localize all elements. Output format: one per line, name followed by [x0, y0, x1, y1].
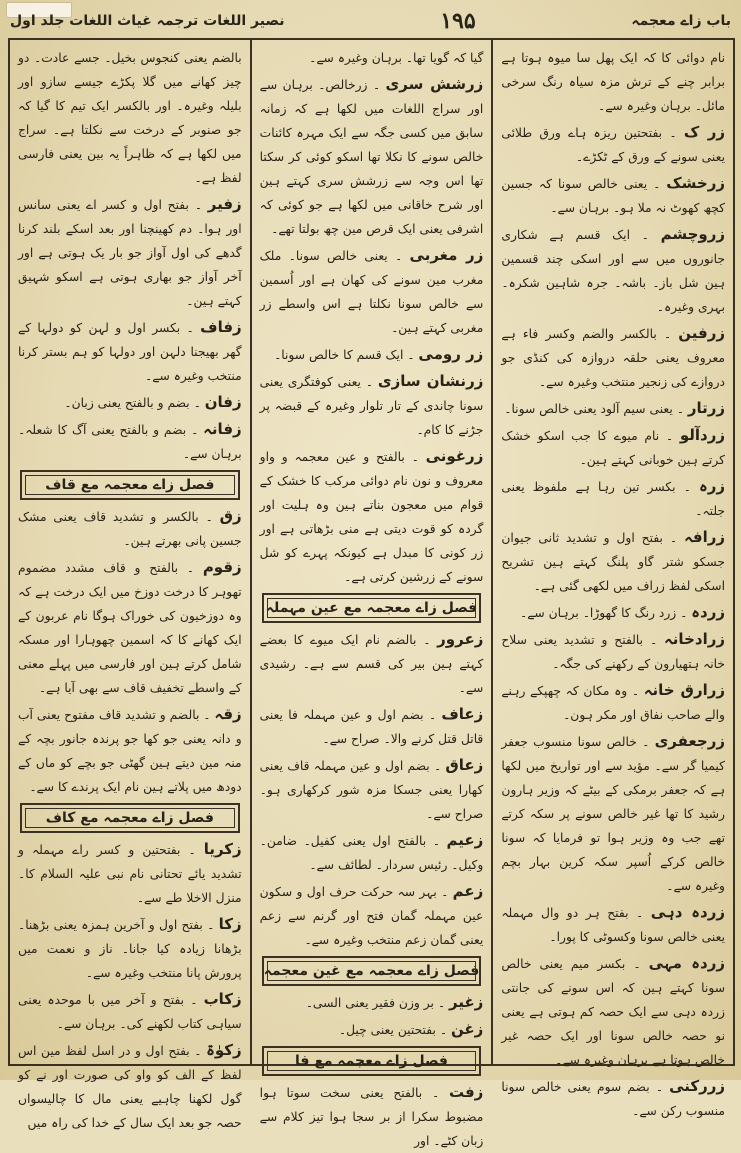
- dictionary-entry: زفانہ ۔ بضم و بالفتح یعنی آگ کا شعلہ۔ برہان سے۔: [17, 420, 242, 461]
- entry-headword: زفاف: [200, 318, 242, 336]
- entry-headword: زر مغربی: [409, 246, 484, 264]
- dictionary-columns: [10, 40, 733, 1148]
- dictionary-entry: زرنشان سازی ۔ یعنی کوفتگری یعنی سونا چاندی کے تار تلوار وغیرہ کے قبضہ پر جڑنے کا کام۔: [259, 372, 484, 437]
- entry-headword: زعم: [452, 882, 484, 900]
- entry-definition: بفتح و آخر میں با موحدہ یعنی سیاہی کتاب لکھنے کی۔ برہان سے۔: [17, 993, 242, 1031]
- column-middle: [252, 40, 494, 1148]
- dictionary-entry: زکریا ۔ بفتحتین و کسر راے مہملہ و تشدید یائے تحتانی نام نبی علیہ السلام کا۔ منزل الاخلا طے سے۔: [17, 840, 242, 905]
- dictionary-entry: زغیر ۔ بر وزن فقیر یعنی السی۔: [305, 993, 484, 1011]
- dictionary-entry: زرتار ۔ یعنی سیم آلود یعنی خالص سونا۔: [504, 399, 725, 417]
- dictionary-entry: زعرور ۔ بالضم نام ایک میوے کا بعضے کہتے ہین بیر کی قسم سے ہے۔ رشیدی سے۔: [259, 630, 484, 695]
- dictionary-entry: زکا ۔ بفتح اول و آخرین ہمزہ یعنی بڑھنا۔ بڑھانا زیادہ کیا جانا۔ ناز و نعمت میں پرورش پانا منتخب وغیرہ سے۔: [17, 915, 242, 980]
- entry-headword: زفت: [448, 1083, 484, 1101]
- entry-headword: زرجعفری: [654, 732, 725, 750]
- entry-definition: وہ مکان کہ چھپکے رہنے والے صاحب نفاق اور مکر ہون۔: [501, 684, 725, 722]
- dictionary-entry: زرہ ۔ بکسر تین رہا ہے ملفوظ یعنی جلتہ۔: [501, 477, 725, 518]
- entry-definition: بضم اول و عین مہملہ فا یعنی قاتل قتل کرنے والا۔ صراح سے۔: [259, 708, 484, 746]
- dictionary-entry: زردہ دہی ۔ بفتح ہر دو وال مہملہ یعنی خالص سونا وکسوٹی کا پورا۔: [501, 903, 725, 944]
- entry-definition: زرخالص۔ برہان سے اور سراج اللغات میں لکھا ہے کہ زمانہ سابق میں کسی جگہ سے ایک مہرہ کائنات خالص سونے کا نکلا تھا اسکو کوئی کر سکتا تھا اس وجہ سے زرشش سری کہتے ہین اور شرح خاقانی میں لکھا ہے جو کوئی کہ اشرفی یعنی ایک قرص مین چھ بولتا تھے۔: [259, 78, 484, 236]
- entry-definition: نام میوے کا جب اسکو خشک کرتے ہین خوبانی کہتے ہین۔: [501, 429, 725, 467]
- header-chapter: باب زاے معجمہ: [631, 13, 731, 29]
- entry-headword: زرتار: [687, 399, 725, 417]
- dictionary-entry: زقوم ۔ بالفتح و قاف مشدد مضموم تھوہر کا درخت دوزخ میں ایک درخت ہے کہ وہ دوزخیون کی خوراک ہوگا نام عربون کے ایک کھانے کا کہ اسمین چھوہارا اور مسکہ شامل کرتے ہین اور فارسی میں پہلے معنی کے واسطے تخفیف قاف سے بھی آیا ہے۔: [17, 558, 242, 695]
- section-heading: فصل زاے معجمہ مع فا: [262, 1046, 482, 1076]
- entry-headword: زرہ: [698, 477, 725, 495]
- dictionary-entry: زغن ۔ بفتحتین یعنی چیل۔: [338, 1020, 484, 1038]
- entry-definition: بکسر اول و لہن کو دولہا کے گھر بھیجنا دلہن اور دولہا کو ہم بستر کرنا منتخب وغیرہ سے۔: [17, 321, 242, 383]
- dictionary-entry: زردآلو ۔ نام میوے کا جب اسکو خشک کرتے ہین خوبانی کہتے ہین۔: [501, 426, 725, 467]
- entry-headword: زکا: [218, 915, 242, 933]
- dictionary-entry: زردہ ۔ زرد رنگ کا گھوڑا۔ برہان سے۔: [520, 603, 725, 621]
- entry-definition: بضم و بالفتح یعنی آگ کا شعلہ۔ برہان سے۔: [17, 423, 242, 461]
- dictionary-entry: زفاف ۔ بکسر اول و لہن کو دولہا کے گھر بھیجنا دلہن اور دولہا کو ہم بستر کرنا منتخب وغیرہ سے۔: [17, 318, 242, 383]
- dictionary-entry: زعاف ۔ بضم اول و عین مہملہ فا یعنی قاتل قتل کرنے والا۔ صراح سے۔: [259, 705, 484, 746]
- dictionary-entry: زر رومی ۔ ایک قسم کا خالص سونا۔: [274, 345, 484, 363]
- section-heading: فصل زاے معجمہ مع عین مہملہ: [262, 593, 482, 623]
- entry-definition: بفتحتین ریزہ ہاے ورق طلائی یعنی سونے کے ورق کے ٹکڑے۔: [501, 126, 725, 164]
- entry-headword: زغن: [450, 1020, 484, 1038]
- dictionary-entry: زفیر ۔ بفتح اول و کسر اے یعنی سانس اور ہوا۔ دم کھینچنا اور بعد اسکے بلند کرنا گدھے کی اول آواز جو بار یک ہوتی ہے اور آخر آواز جو بھاری ہوتی ہے اسکو شہیق کہتے ہین۔: [17, 195, 242, 308]
- dictionary-entry: زعم ۔ بہر سہ حرکت حرف اول و سکون عین مہملہ گمان فتح اور گرنم سے زعم یعنی گمان زعم منتخب وغیرہ سے۔: [259, 882, 484, 947]
- entry-headword: زردآلو: [679, 426, 725, 444]
- entry-definition: یعنی سیم آلود یعنی خالص سونا۔: [504, 402, 673, 416]
- dictionary-entry: زرغونی ۔ بالفتح و عین معجمہ و واو معروف و نون نام دوائی مرکب کا خشک کے قوام میں معجون بناتے ہین وہ ہلیت اور گردہ کو قوت دیتی ہے منی بڑھاتی ہے اور زر کونی کا مبدل ہے کیونکہ پہرے کو شل سونے کے زرشین کرتی ہے۔: [259, 447, 484, 584]
- entry-definition: خالص سونا منسوب جعفر کیمیا گر سے۔ مؤید سے اور تواریخ میں لکھا ہے کہ جعفر برمکی کے بیٹے کہ وزیر ہارون رشید کا تھا غیر خالص سونے پر سکہ کرتے تھے جب وہ وزیر ہوا تو فرمایا کہ سونا خالص کرکے اُسپر سکہ کرین بہار بچم وغیرہ سے۔: [501, 735, 725, 893]
- entry-headword: زرنشان سازی: [377, 372, 484, 390]
- entry-headword: زرخشک: [666, 174, 725, 192]
- dictionary-entry: زرخشک ۔ یعنی خالص سونا کہ جسین کچھ کھوٹ نہ ملا ہو۔ برہان سے۔: [501, 174, 725, 215]
- dictionary-entry: زعیم ۔ بالفتح اول یعنی کفیل۔ ضامن۔ وکیل۔ رئیس سردار۔ لطائف سے۔: [259, 831, 484, 872]
- dictionary-entry: زفان ۔ بضم و بالفتح یعنی زبان۔: [64, 393, 242, 411]
- entry-definition: یعنی خالص سونا۔ ملک مغرب مین سونے کی کھان ہے اور اُسمین سے خالص سونا نکلتا ہے اس واسطے زر مغربی کہتے ہین۔: [259, 249, 484, 335]
- entry-headword: زقوم: [202, 558, 242, 576]
- entry-definition: بالکسر و تشدید قاف یعنی مشک جسین پانی بھرتے ہین۔: [17, 510, 242, 548]
- entry-headword: زرافہ: [683, 528, 725, 546]
- entry-headword: زکوٰۃ: [206, 1041, 242, 1059]
- entry-headword: زرشش سری: [385, 75, 484, 93]
- entry-definition: بالضم یعنی کنجوس بخیل۔ جسے عادت۔ دو چیز کھانے میں گلا پکڑے جیسے سازو اور بلیلہ وغیرہ۔ اور بالکسر ایک تیم کا گیا کہ جو صنوبر کے درخت سے نکلتا ہے۔ سراج میں لکھا ہے کہ ظاہراً یہ بین یعنی فارسی لفظ ہے۔: [17, 51, 242, 185]
- entry-headword: زفان: [204, 393, 242, 411]
- entry-definition: بکسر میم یعنی خالص سونا کہتے ہین کہ اس سونے کی جانتی زردہ دہی سے ایک حصہ کم ہوتی ہے یعنی نو حصہ خالص سونا اور ایک حصہ غیر خالص ہوتا ہے برہان وغیرہ سے۔: [501, 957, 725, 1067]
- entry-definition: بالفتح و عین معجمہ و واو معروف و نون نام دوائی مرکب کا خشک کے قوام میں معجون بناتے ہین وہ ہلیت اور گردہ کو قوت دیتی ہے منی بڑھاتی ہے اور زر کونی کا مبدل ہے کیونکہ پہرے کو شل سونے کے زرشین کرتی ہے۔: [259, 450, 484, 584]
- dictionary-entry: زرارق خانہ ۔ وہ مکان کہ چھپکے رہنے والے صاحب نفاق اور مکر ہون۔: [501, 681, 726, 722]
- entry-definition: بضم سوم یعنی خالص سونا منسوب رکن سے۔: [501, 1080, 725, 1118]
- entry-headword: زردہ: [691, 603, 725, 621]
- section-heading: فصل زاے معجمہ مع قاف: [20, 470, 240, 500]
- entry-definition: نام دوائی کا کہ ایک پھل سا میوہ ہوتا ہے برابر چنے کے ترش مزہ سیاہ رنگ سرخی مائل۔ برہان وغیرہ سے۔: [501, 51, 725, 113]
- entry-headword: زق: [219, 507, 242, 525]
- entry-headword: زررکنی: [669, 1077, 725, 1095]
- entry-definition: زرد رنگ کا گھوڑا۔ برہان سے۔: [520, 606, 677, 620]
- entry-headword: زرفین: [678, 324, 725, 342]
- dictionary-entry: زرافہ ۔ بفتح اول و تشدید ثانی جیوان جسکو شتر گاو پلنگ کہتے ہین تشریح اسکی لفظ زراف میں لکھی گئی ہے۔: [501, 528, 725, 593]
- entry-definition: بہر سہ حرکت حرف اول و سکون عین مہملہ گمان فتح اور گرنم سے زعم یعنی گمان زعم منتخب وغیرہ سے۔: [259, 885, 484, 947]
- entry-definition: بالفتح اول یعنی کفیل۔ ضامن۔ وکیل۔ رئیس سردار۔ لطائف سے۔: [259, 834, 484, 872]
- entry-definition: بالکسر والضم وکسر فاء ہے معروف یعنی حلقہ دروازہ کی کنڈی جو دروازے کی زنجیر منتخب وغیرہ سے۔: [501, 327, 725, 389]
- entry-headword: زفیر: [207, 195, 242, 213]
- entry-headword: زرغونی: [425, 447, 484, 465]
- dictionary-entry: [260, 46, 484, 70]
- entry-headword: زعاف: [441, 705, 484, 723]
- section-heading: فصل زاے معجمہ مع کاف: [20, 803, 240, 833]
- entry-headword: زغیر: [448, 993, 484, 1011]
- dictionary-entry: [18, 46, 242, 190]
- entry-definition: یعنی خالص سونا کہ جسین کچھ کھوٹ نہ ملا ہو۔ برہان سے۔: [501, 177, 725, 215]
- entry-headword: زکاب: [203, 990, 242, 1008]
- entry-headword: زر ک: [683, 123, 725, 141]
- dictionary-entry: زروچشم ۔ ایک قسم ہے شکاری جانوروں میں سے اور اسکی چند قسمین ہین شل باز۔ باشہ۔ جرہ شاہین شکرہ۔ بہری وغیرہ۔: [501, 225, 725, 314]
- entry-definition: بفتح اول و در اسل لفظ مین اس لفظ کے الف کو واو کی صورت اور نے کو گول لکھنا چاہیے یعنی مال کا چالیسواں حصہ جو بعد ایک سال کے خدا کی راہ میں: [17, 1044, 242, 1130]
- entry-headword: زردہ مہی: [648, 954, 725, 972]
- header-book-title: نصیر اللغات ترجمہ غیاث اللغات جلد اول: [10, 13, 285, 29]
- dictionary-entry: زفت ۔ بالفتح یعنی سخت سوتا ہوا مضبوط سکرا از بر سجا ہوا تیز کلام سے زبان کٹے۔ اور: [259, 1083, 484, 1148]
- entry-definition: بالضم و تشدید قاف مفتوح یعنی آب و دانہ یعنی جو کھا جو پرندہ جانور بچہ کے منہ مین دیتے ہین گھٹی جو بچے کو ماں کے دودھ میں پلاتے ہین نام ایک پرندے کا سے۔: [17, 708, 242, 794]
- entry-definition: بالفتح و تشدید یعنی سلاح خانہ ہتھیارون کے رکھنے کی جگہ۔: [501, 633, 725, 671]
- entry-headword: زعرور: [437, 630, 484, 648]
- dictionary-entry: زردہ مہی ۔ بکسر میم یعنی خالص سونا کہتے ہین کہ اس سونے کی جانتی زردہ دہی سے ایک حصہ کم ہوتی ہے یعنی نو حصہ خالص سونا اور ایک حصہ غیر خالص ہوتا ہے برہان وغیرہ سے۔: [501, 954, 725, 1067]
- entry-headword: زکریا: [203, 840, 242, 858]
- entry-headword: زفانہ: [203, 420, 242, 438]
- page-header: [10, 6, 731, 36]
- dictionary-entry: زر مغربی ۔ یعنی خالص سونا۔ ملک مغرب مین سونے کی کھان ہے اور اُسمین سے خالص سونا نکلتا ہے اس واسطے زر مغربی کہتے ہین۔: [259, 246, 484, 335]
- entry-definition: بفتح ہر دو وال مہملہ یعنی خالص سونا وکسوٹی کا پورا۔: [501, 906, 725, 944]
- dictionary-entry: زعاق ۔ بضم اول و عین مہملہ قاف یعنی کھارا یعنی جسکا مزہ شور کرکھاری ہو۔ صراح سے۔: [259, 756, 484, 821]
- entry-definition: بفتح اول و تشدید ثانی جیوان جسکو شتر گاو پلنگ کہتے ہین تشریح اسکی لفظ زراف میں لکھی گئی ہے۔: [501, 531, 725, 593]
- dictionary-entry: زق ۔ بالکسر و تشدید قاف یعنی مشک جسین پانی بھرتے ہین۔: [17, 507, 242, 548]
- entry-definition: بضم و بالفتح یعنی زبان۔: [64, 396, 190, 410]
- entry-definition: بفتح اول و آخرین ہمزہ یعنی بڑھنا۔ بڑھانا زیادہ کیا جانا۔ ناز و نعمت میں پرورش پانا منتخب وغیرہ سے۔: [17, 918, 242, 980]
- entry-definition: بالفتح و قاف مشدد مضموم تھوہر کا درخت دوزخ میں ایک درخت ہے کہ وہ دوزخیون کی خوراک ہوگا نام عربون کے ایک کھانے کا کہ اسمین چھوہارا اور مسکہ شامل کرتے ہین اور فارسی میں پہلے معنی کے واسطے تخفیف قاف سے بھی آیا ہے۔: [17, 561, 242, 695]
- dictionary-entry: زرجعفری ۔ خالص سونا منسوب جعفر کیمیا گر سے۔ مؤید سے اور تواریخ میں لکھا ہے کہ جعفر برمکی کے بیٹے کہ وزیر ہارون رشید کا تھا غیر خالص سونے پر سکہ کرتے تھے جب وہ وزیر ہوا تو فرمایا کہ سونا خالص کرکے اُسپر سکہ کرین بہار بچم وغیرہ سے۔: [501, 732, 725, 893]
- dictionary-entry: زکاب ۔ بفتح و آخر میں با موحدہ یعنی سیاہی کتاب لکھنے کی۔ برہان سے۔: [17, 990, 242, 1031]
- dictionary-entry: زکوٰۃ ۔ بفتح اول و در اسل لفظ مین اس لفظ کے الف کو واو کی صورت اور نے کو گول لکھنا چاہیے یعنی مال کا چالیسواں حصہ جو بعد ایک سال کے خدا کی راہ میں: [17, 1041, 242, 1130]
- entry-definition: بضم اول و عین مہملہ قاف یعنی کھارا یعنی جسکا مزہ شور کرکھاری ہو۔ صراح سے۔: [259, 759, 484, 821]
- entry-definition: بفتحتین یعنی چیل۔: [338, 1023, 436, 1037]
- entry-headword: زردہ دہی: [650, 903, 725, 921]
- entry-headword: زرادخانہ: [664, 630, 725, 648]
- entry-definition: ایک قسم کا خالص سونا۔: [274, 348, 404, 362]
- entry-definition: بفتح اول و کسر اے یعنی سانس اور ہوا۔ دم کھینچنا اور بعد اسکے بلند کرنا گدھے کی اول آواز جو بار یک ہوتی ہے اور آخر آواز جو بھاری ہوتی ہے اسکو شہیق کہتے ہین۔: [17, 198, 242, 308]
- section-heading: فصل زاے معجمہ مع غین معجمہ: [262, 956, 482, 986]
- entry-headword: زرارق خانہ: [643, 681, 726, 699]
- entry-headword: زر رومی: [418, 345, 484, 363]
- entry-headword: زروچشم: [660, 225, 725, 243]
- entry-definition: گیا کہ گویا تھا۔ برہان وغیرہ سے۔: [309, 51, 484, 65]
- dictionary-entry: زقہ ۔ بالضم و تشدید قاف مفتوح یعنی آب و دانہ یعنی جو کھا جو پرندہ جانور بچہ کے منہ مین دیتے ہین گھٹی جو بچے کو ماں کے دودھ میں پلاتے ہین نام ایک پرندے کا سے۔: [17, 705, 242, 794]
- entry-definition: بالفتح یعنی سخت سوتا ہوا مضبوط سکرا از بر سجا ہوا تیز کلام سے زبان کٹے۔ اور: [259, 1086, 484, 1148]
- dictionary-entry: زررکنی ۔ بضم سوم یعنی خالص سونا منسوب رکن سے۔: [501, 1077, 725, 1118]
- entry-headword: زقہ: [214, 705, 242, 723]
- dictionary-entry: زر ک ۔ بفتحتین ریزہ ہاے ورق طلائی یعنی سونے کے ورق کے ٹکڑے۔: [501, 123, 725, 164]
- dictionary-entry: زرفین ۔ بالکسر والضم وکسر فاء ہے معروف یعنی حلقہ دروازہ کی کنڈی جو دروازے کی زنجیر منتخب وغیرہ سے۔: [501, 324, 725, 389]
- column-right: [493, 40, 733, 1118]
- entry-headword: زعاق: [445, 756, 484, 774]
- column-left: [10, 40, 252, 1130]
- entry-definition: بر وزن فقیر یعنی السی۔: [305, 996, 434, 1010]
- entry-definition: ایک قسم ہے شکاری جانوروں میں سے اور اسکی چند قسمین ہین شل باز۔ باشہ۔ جرہ شاہین شکرہ۔ بہری وغیرہ۔: [501, 228, 725, 314]
- dictionary-entry: زرشش سری ۔ زرخالص۔ برہان سے اور سراج اللغات میں لکھا ہے کہ زمانہ سابق میں کسی جگہ سے ایک مہرہ کائنات خالص سونے کا نکلا تھا اسکو کوئی کر سکتا تھا اس وجہ سے زرشش سری کہتے ہین اور شرح خاقانی میں لکھا ہے جو کوئی کہ اشرفی یعنی ایک قرص مین چھ بولتا تھے۔: [259, 75, 484, 236]
- dictionary-entry: [501, 46, 725, 118]
- entry-definition: بفتحتین و کسر راے مہملہ و تشدید یائے تحتانی نام نبی علیہ السلام کا۔ منزل الاخلا طے سے۔: [17, 843, 242, 905]
- dictionary-entry: زرادخانہ ۔ بالفتح و تشدید یعنی سلاح خانہ ہتھیارون کے رکھنے کی جگہ۔: [501, 630, 725, 671]
- entry-definition: بالضم نام ایک میوے کا بعضے کہتے ہین بیر کی قسم سے ہے۔ رشیدی سے۔: [259, 633, 484, 695]
- entry-headword: زعیم: [446, 831, 484, 849]
- entry-definition: یعنی کوفتگری یعنی سونا چاندی کے تار تلوار وغیرہ کے قبضہ پر جڑنے کا کام۔: [259, 375, 484, 437]
- entry-definition: بکسر تین رہا ہے ملفوظ یعنی جلتہ۔: [501, 480, 725, 518]
- page-number: ۱۹۵: [440, 8, 476, 34]
